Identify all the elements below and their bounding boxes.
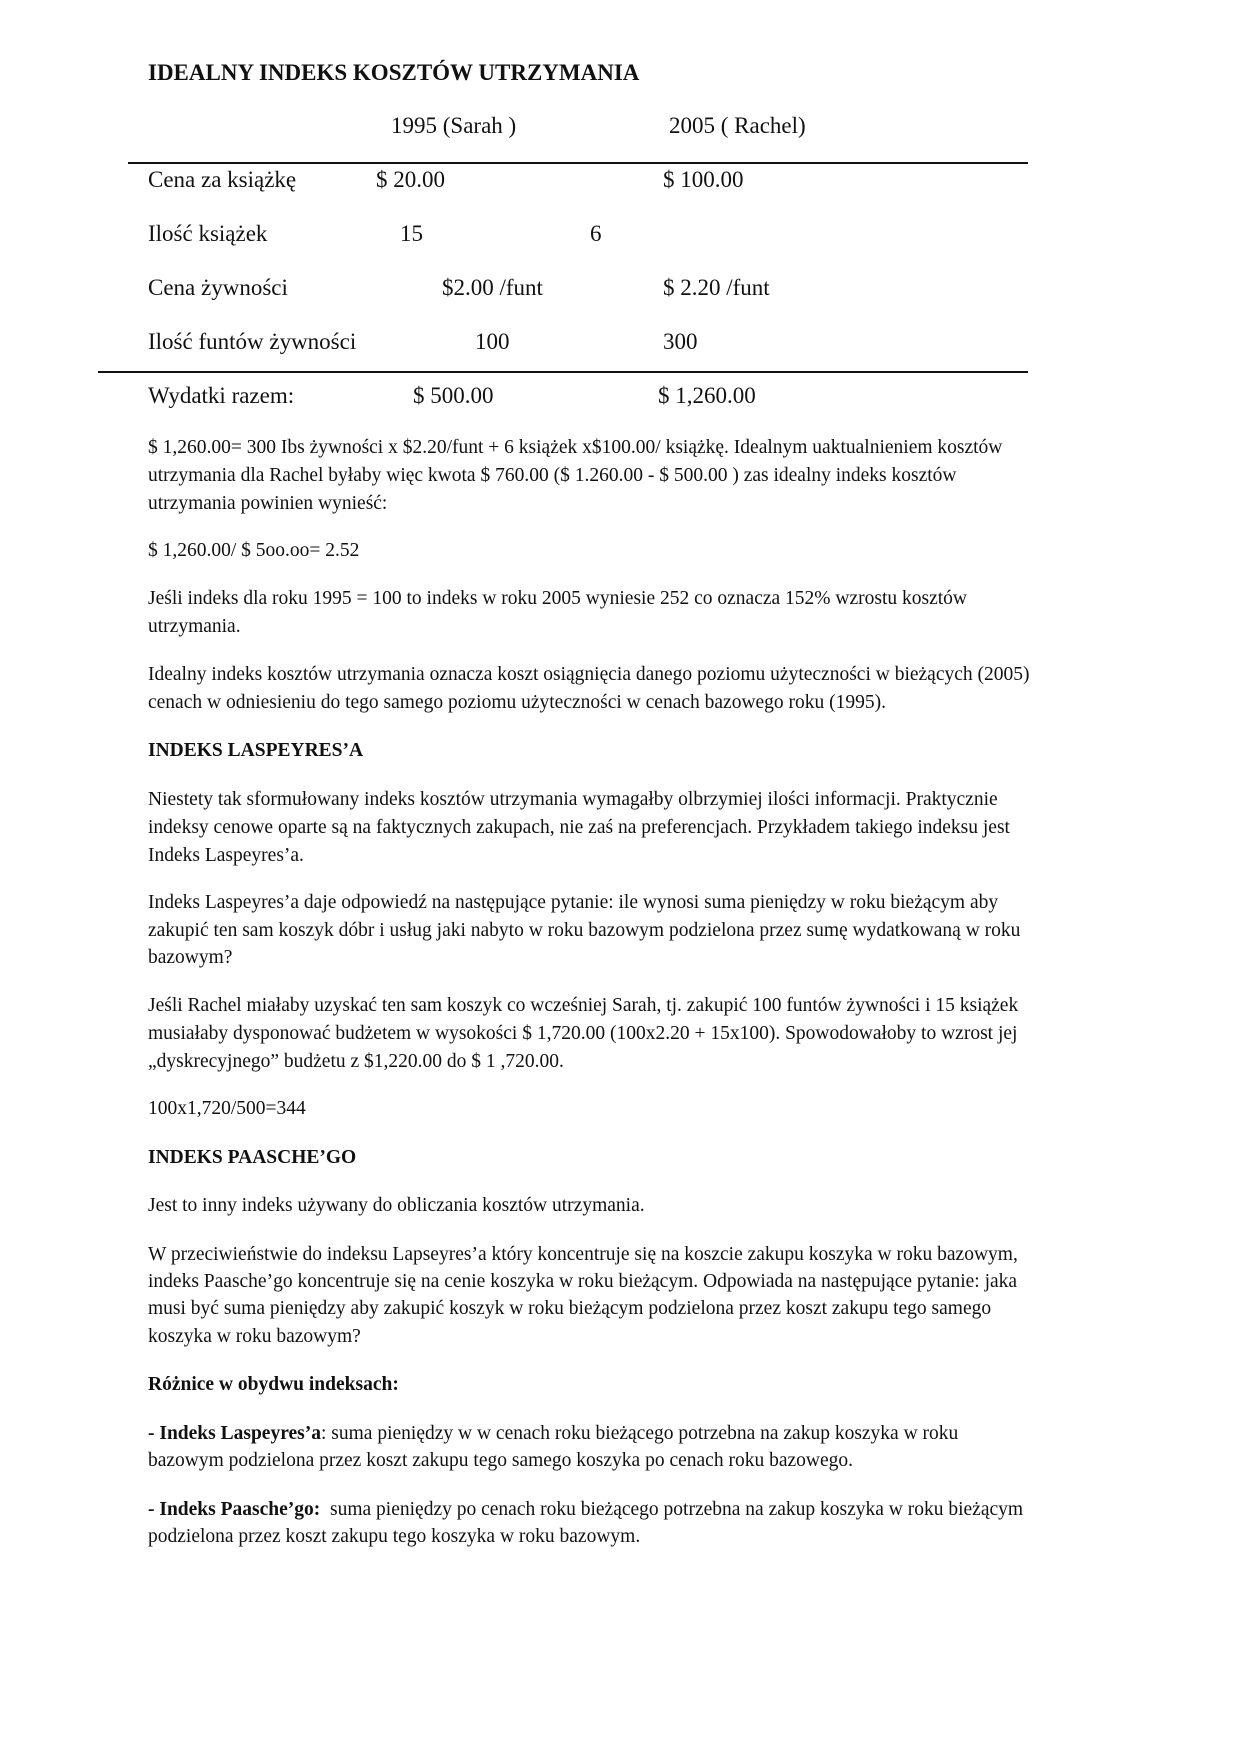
column-header-2005: 2005 ( Rachel) bbox=[669, 113, 806, 138]
table-total-rule bbox=[98, 371, 1028, 373]
definition: suma pieniędzy po cenach roku bieżącego potrzebna na zakup koszyka w roku bieżącym bbox=[320, 1499, 1024, 1520]
row-label: Ilość funtów żywności bbox=[148, 329, 357, 354]
column-header-1995: 1995 (Sarah ) bbox=[391, 113, 517, 138]
term: - Indeks Paasche’go: bbox=[148, 1499, 321, 1520]
total-label: Wydatki razem: bbox=[148, 383, 295, 408]
paragraph-line: Jeśli indeks dla roku 1995 = 100 to indeks w roku 2005 wyniesie 252 co oznacza 152% wzrostu kosztów bbox=[148, 588, 968, 609]
paragraph-line: „dyskrecyjnego” budżetu z $1,220.00 do $ 1 ,720.00. bbox=[148, 1051, 564, 1072]
cell-2005: 300 bbox=[663, 329, 698, 354]
cell-1995: $2.00 /funt bbox=[442, 275, 543, 300]
cell-1995: 15 bbox=[400, 221, 423, 246]
paragraph-line: indeksy cenowe oparte są na faktycznych zakupach, nie zaś na preferencjach. Przykładem takiego indeksu jest bbox=[148, 817, 1010, 838]
paragraph-line: Jest to inny indeks używany do obliczania kosztów utrzymania. bbox=[148, 1195, 645, 1216]
section-heading-differences: Różnice w obydwu indeksach: bbox=[148, 1374, 399, 1395]
cell-1995: $ 20.00 bbox=[376, 167, 445, 192]
paragraph-line: Niestety tak sformułowany indeks kosztów utrzymania wymagałby olbrzymiej ilości informacji. Praktycznie bbox=[148, 789, 998, 810]
paragraph-line: koszyka w roku bazowym? bbox=[148, 1326, 361, 1347]
paragraph-line: musiałaby dysponować budżetem w wysokości $ 1,720.00 (100x2.20 + 15x100). Spowodowałoby to wzrost jej bbox=[148, 1023, 1018, 1044]
formula-line: $ 1,260.00/ $ 5oo.oo= 2.52 bbox=[148, 540, 360, 561]
paragraph-line: bazowym podzielona przez koszt zakupu tego samego koszyka po cenach roku bazowego. bbox=[148, 1450, 853, 1471]
paragraph-line: indeks Paasche’go koncentruje się na cenie koszyka w roku bieżącym. Odpowiada na następujące pytanie: jaka bbox=[148, 1271, 1018, 1292]
row-label: Ilość książek bbox=[148, 221, 268, 246]
section-heading-paasche: INDEKS PAASCHE’GO bbox=[148, 1147, 357, 1168]
paragraph-line: Indeks Laspeyres’a. bbox=[148, 845, 304, 866]
total-1995: $ 500.00 bbox=[413, 383, 494, 408]
formula-line: 100x1,720/500=344 bbox=[148, 1098, 306, 1119]
paragraph-line: W przeciwieństwie do indeksu Lapseyres’a który koncentruje się na koszcie zakupu koszyka w roku bazowym, bbox=[148, 1244, 1018, 1265]
paragraph-line: zakupić ten sam koszyk dóbr i usług jaki nabyto w roku bazowym podzielona przez sumę wydatkowaną w roku bbox=[148, 920, 1021, 941]
total-2005: $ 1,260.00 bbox=[658, 383, 756, 408]
difference-item-laspeyres bbox=[148, 1423, 958, 1445]
table-top-rule bbox=[128, 162, 1028, 164]
cell-1995: 100 bbox=[475, 329, 510, 354]
definition: : suma pieniędzy w w cenach roku bieżącego potrzebna na zakup koszyka w roku bbox=[321, 1423, 959, 1444]
paragraph-line: utrzymania powinien wynieść: bbox=[148, 493, 388, 514]
cell-2005: $ 2.20 /funt bbox=[663, 275, 770, 300]
document-title: IDEALNY INDEKS KOSZTÓW UTRZYMANIA bbox=[148, 60, 640, 85]
paragraph-line: utrzymania. bbox=[148, 616, 241, 637]
paragraph-line: bazowym? bbox=[148, 947, 233, 968]
paragraph-line: cenach w odniesieniu do tego samego poziomu użyteczności w cenach bazowego roku (1995). bbox=[148, 692, 887, 713]
paragraph-line: $ 1,260.00= 300 Ibs żywności x $2.20/funt + 6 książek x$100.00/ książkę. Idealnym uaktualnieniem kosztów bbox=[148, 437, 1003, 458]
row-label: Cena żywności bbox=[148, 275, 288, 300]
term: - Indeks Laspeyres’a bbox=[148, 1423, 321, 1444]
cell-2005: $ 100.00 bbox=[663, 167, 744, 192]
paragraph-line: Idealny indeks kosztów utrzymania oznacza koszt osiągnięcia danego poziomu użyteczności w bieżących (2005) bbox=[148, 664, 1030, 685]
cell-2005: 6 bbox=[590, 221, 602, 246]
paragraph-line: Indeks Laspeyres’a daje odpowiedź na następujące pytanie: ile wynosi suma pieniędzy w roku bieżącym aby bbox=[148, 892, 999, 913]
paragraph-line: Jeśli Rachel miałaby uzyskać ten sam koszyk co wcześniej Sarah, tj. zakupić 100 funtów żywności i 15 książek bbox=[148, 995, 1019, 1016]
section-heading-laspeyres: INDEKS LASPEYRES’A bbox=[148, 740, 364, 761]
row-label: Cena za książkę bbox=[148, 167, 297, 192]
paragraph-line: utrzymania dla Rachel byłaby więc kwota $ 760.00 ($ 1.260.00 - $ 500.00 ) zas idealny indeks kosztów bbox=[148, 465, 957, 486]
paragraph-line: podzielona przez koszt zakupu tego koszyka w roku bazowym. bbox=[148, 1526, 641, 1547]
difference-item-paasche bbox=[148, 1499, 1023, 1521]
paragraph-line: musi być suma pieniędzy aby zakupić koszyk w roku bieżącym podzielona przez koszt zakupu tego samego bbox=[148, 1298, 992, 1319]
